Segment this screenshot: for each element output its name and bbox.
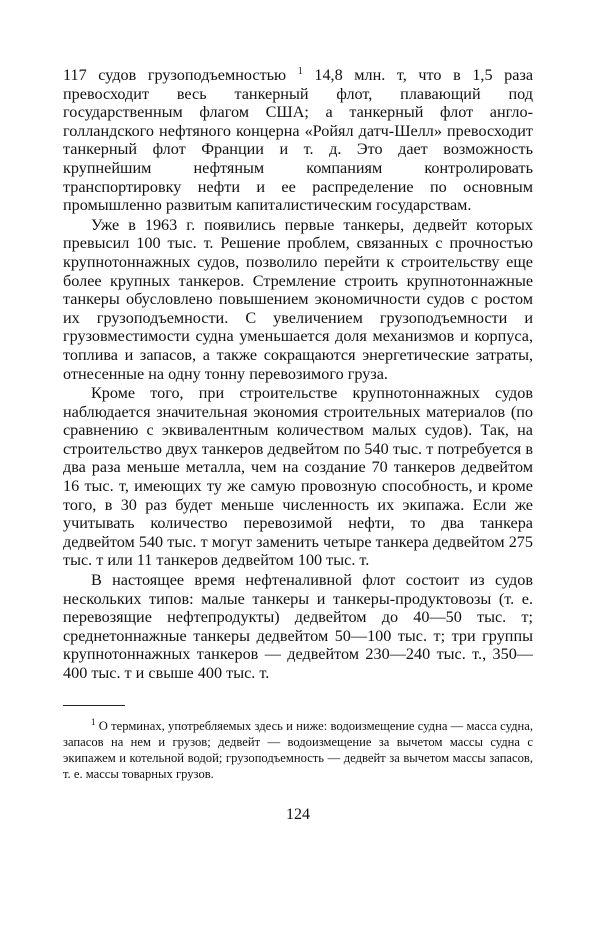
footnote xyxy=(63,718,533,783)
paragraph-1 xyxy=(63,66,533,215)
book-page xyxy=(63,66,533,824)
paragraph-3: Кроме того, при строительстве крупнотоннажных судов наблюдается значительная экономия строительных материалов (по сравнению с эквивалентным количеством малых судов). Так, на строительство двух танкеров дедвейтом по 540 тыс. т потребуется в два раза меньше металла, чем на создание 70 танкеров дедвейтом 16 тыс. т, имеющих ту же самую провозную способность, и кроме того, в 30 раз будет меньше численность их экипажа. Если же учитывать количество перевозимой нефти, то два танкера дедвейтом 540 тыс. т могут заменить четыре танкера дедвейтом 275 тыс. т или 11 танкеров дедвейтом 100 тыс. т. xyxy=(63,384,533,570)
footnote-separator xyxy=(63,705,125,706)
page-number: 124 xyxy=(286,806,310,824)
footnote-marker: 1 xyxy=(91,716,96,727)
footnote-text: О терминах, употребляемых здесь и ниже: водоизмещение судна — масса судна, запасов на нем и грузов; дедвейт — водоизмещение за вычетом массы судна с экипажем и котельной водой; грузоподъемность — дедвейт за вычетом массы запасов, т. е. массы товарных грузов. xyxy=(63,718,533,782)
paragraph-4: В настоящее время нефтеналивной флот состоит из судов нескольких типов: малые танкеры и танкеры-продуктовозы (т. е. перевозящие нефтепродукты) дедвейтом до 40—50 тыс. т; среднетоннажные танкеры дедвейтом 50—100 тыс. т; три группы крупнотоннажных танкеров — дедвейтом 230—240 тыс. т., 350—400 тыс. т и свыше 400 тыс. т. xyxy=(63,571,533,682)
paragraph-1-start: 117 судов грузоподъемностью xyxy=(63,66,287,84)
paragraph-1-rest: 14,8 млн. т, что в 1,5 раза превосходит весь танкерный флот, плавающий под государственным флагом США; а танкерный флот англо-голландского нефтяного концерна «Ройял датч-Шелл» превосходит танкерный флот Франции и т. д. Это дает возможность крупнейшим нефтяным компаниям контролировать транспортировку нефти и ее распределение по основным промышленно развитым капиталистическим государствам. xyxy=(63,66,534,215)
paragraph-2: Уже в 1963 г. появились первые танкеры, дедвейт которых превысил 100 тыс. т. Решение проблем, связанных с прочностью крупнотоннажных судов, позволило перейти к строительству еще более крупных танкеров. Стремление строить крупнотоннажные танкеры обусловлено повышением экономичности судов с ростом их грузоподъемности. С увеличением грузоподъемности и грузовместимости судна уменьшается доля механизмов и корпуса, топлива и запасов, а также сокращаются энергетические затраты, отнесенные на одну тонну перевозимого груза. xyxy=(63,215,533,383)
footnote-reference: 1 xyxy=(297,66,303,77)
